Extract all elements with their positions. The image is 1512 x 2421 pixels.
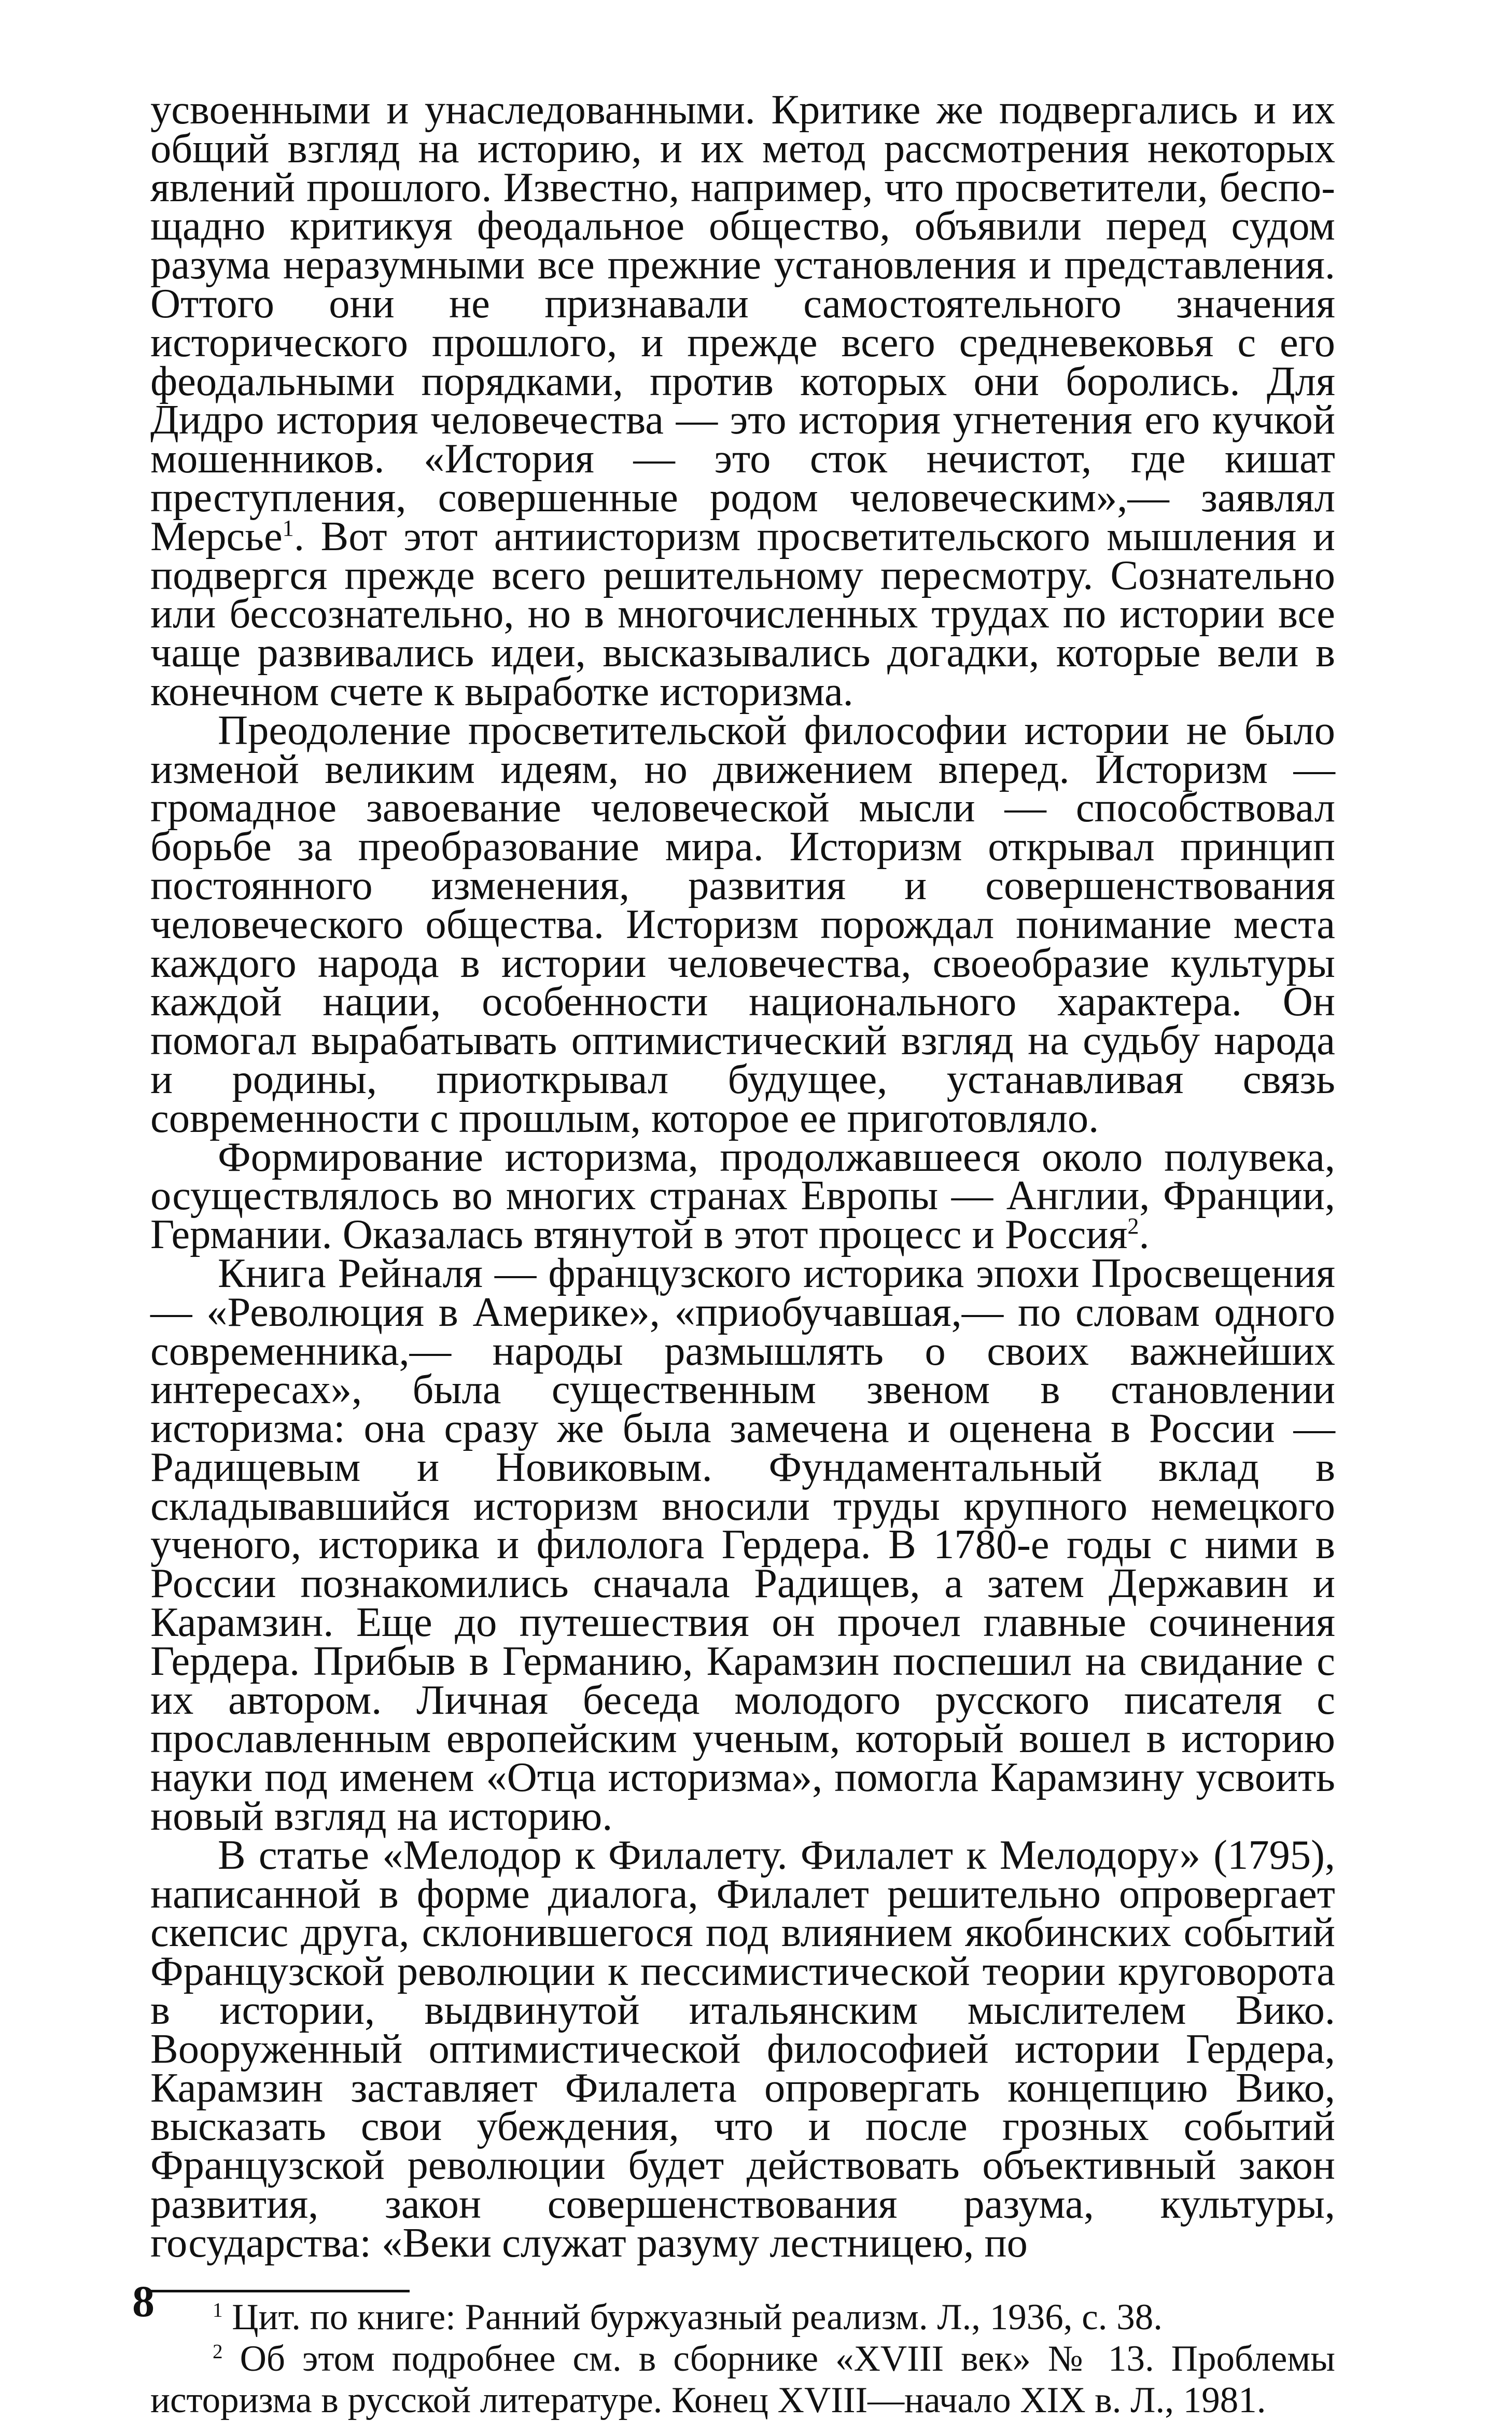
paragraph-3-text-a: Формирование историзма, продолжавшееся около полувека, осуществлялось во многих странах Европы — Англии, Франции, Германии. Оказалась втянутой в этот процесс и Россия bbox=[150, 1133, 1335, 1258]
paragraph-5: В статье «Мелодор к Филалету. Филалет к Мелодору» (1795), написанной в форме диалога, Филалет решительно опровергает скепсис друга, склонившегося под влиянием якобинских событий Французской революции к пессимистической теории круговорота в истории, выдвинутой итальянским мыслителем Вико. Вооруженный оптимистической философией истории Гердера, Карамзин заставляет Филалета опровергать концепцию Вико, высказать свои убеждения, что и после грозных событий Французской революции будет действовать объективный закон развития, закон совершенствования разума, культуры, государства: «Веки служат разуму лестницею, по bbox=[150, 1831, 1335, 2266]
footnote-1-mark: 1 bbox=[213, 2298, 223, 2321]
paragraph-3-text-b: . bbox=[1139, 1211, 1150, 1258]
footnote-2-text: Об этом подробнее см. в сборнике «XVIII век» № 13. Проблемы историзма в русской литературе. Конец XVIII—начало XIX в. Л., 1981. bbox=[150, 2338, 1335, 2420]
footnote-divider bbox=[150, 2290, 410, 2292]
paragraph-3 bbox=[150, 1133, 1335, 1258]
page-number: 8 bbox=[132, 2276, 155, 2326]
footnote-2 bbox=[150, 2338, 1335, 2421]
footnote-1-text: Цит. по книге: Ранний буржуазный реализм. Л., 1936, с. 38. bbox=[232, 2297, 1163, 2338]
footnote-ref-2: 2 bbox=[1127, 1213, 1139, 1239]
paragraph-1-text-b: . Вот этот антиисторизм просветительского мышления и подвергся прежде всего решительному пересмотру. Сознательно или бессознательно, но в многочисленных трудах по истории все чаще развивались идеи, высказывались догадки, которые вели в конечном счете к выработке историзма. bbox=[150, 513, 1335, 715]
footnote-2-mark: 2 bbox=[213, 2340, 223, 2362]
paragraph-4: Книга Рейналя — французского историка эпохи Просвещения — «Революция в Америке», «приобучавшая,— по словам одного современника,— народы размышлять о своих важнейших интересах», была существенным звеном в становлении историзма: она сразу же была замечена и оценена в России — Радищевым и Новиковым. Фундаментальный вклад в складывавшийся историзм вносили труды крупного немецкого ученого, историка и филолога Гердера. В 1780-е годы с ними в России познакомились сначала Радищев, а затем Державин и Карамзин. Еще до путешествия он прочел главные сочинения Гердера. Прибыв в Германию, Карамзин поспешил на свидание с их автором. Личная беседа молодого русского писателя с прославленным европейским ученым, который вошел в историю науки под именем «Отца историзма», помогла Карамзину усвоить новый взгляд на историю. bbox=[150, 1250, 1335, 1840]
footnote-ref-1: 1 bbox=[282, 515, 294, 541]
page-content bbox=[150, 87, 1335, 2421]
paragraph-1-text-a: усвоенными и унаследованными. Критике же подвергались и их общий взгляд на историю, и их метод рассмотрения некоторых явлений прошлого. Известно, например, что просветители, беспощадно критикуя феодальное общество, объявили перед судом разума неразумными все прежние установления и представления. Оттого они не признавали самостоятельного значения исторического прошлого, и прежде всего средневековья с его феодальными порядками, против которых они боролись. Для Дидро история человечества — это история угнетения его кучкой мошенников. «История — это сток нечистот, где кишат преступления, совершенные родом человеческим»,— заявлял Мерсье bbox=[150, 87, 1335, 559]
footnote-1 bbox=[150, 2297, 1335, 2338]
paragraph-1 bbox=[150, 87, 1335, 715]
paragraph-2: Преодоление просветительской философии истории не было изменой великим идеям, но движением вперед. Историзм — громадное завоевание человеческой мысли — способствовал борьбе за преобразование мира. Историзм открывал принцип постоянного изменения, развития и совершенствования человеческого общества. Историзм порождал понимание места каждого народа в истории человечества, своеобразие культуры каждой нации, особенности национального характера. Он помогал вырабатывать оптимистический взгляд на судьбу народа и родины, приоткрывал будущее, устанавливая связь современности с прошлым, которое ее приготовляло. bbox=[150, 707, 1335, 1141]
